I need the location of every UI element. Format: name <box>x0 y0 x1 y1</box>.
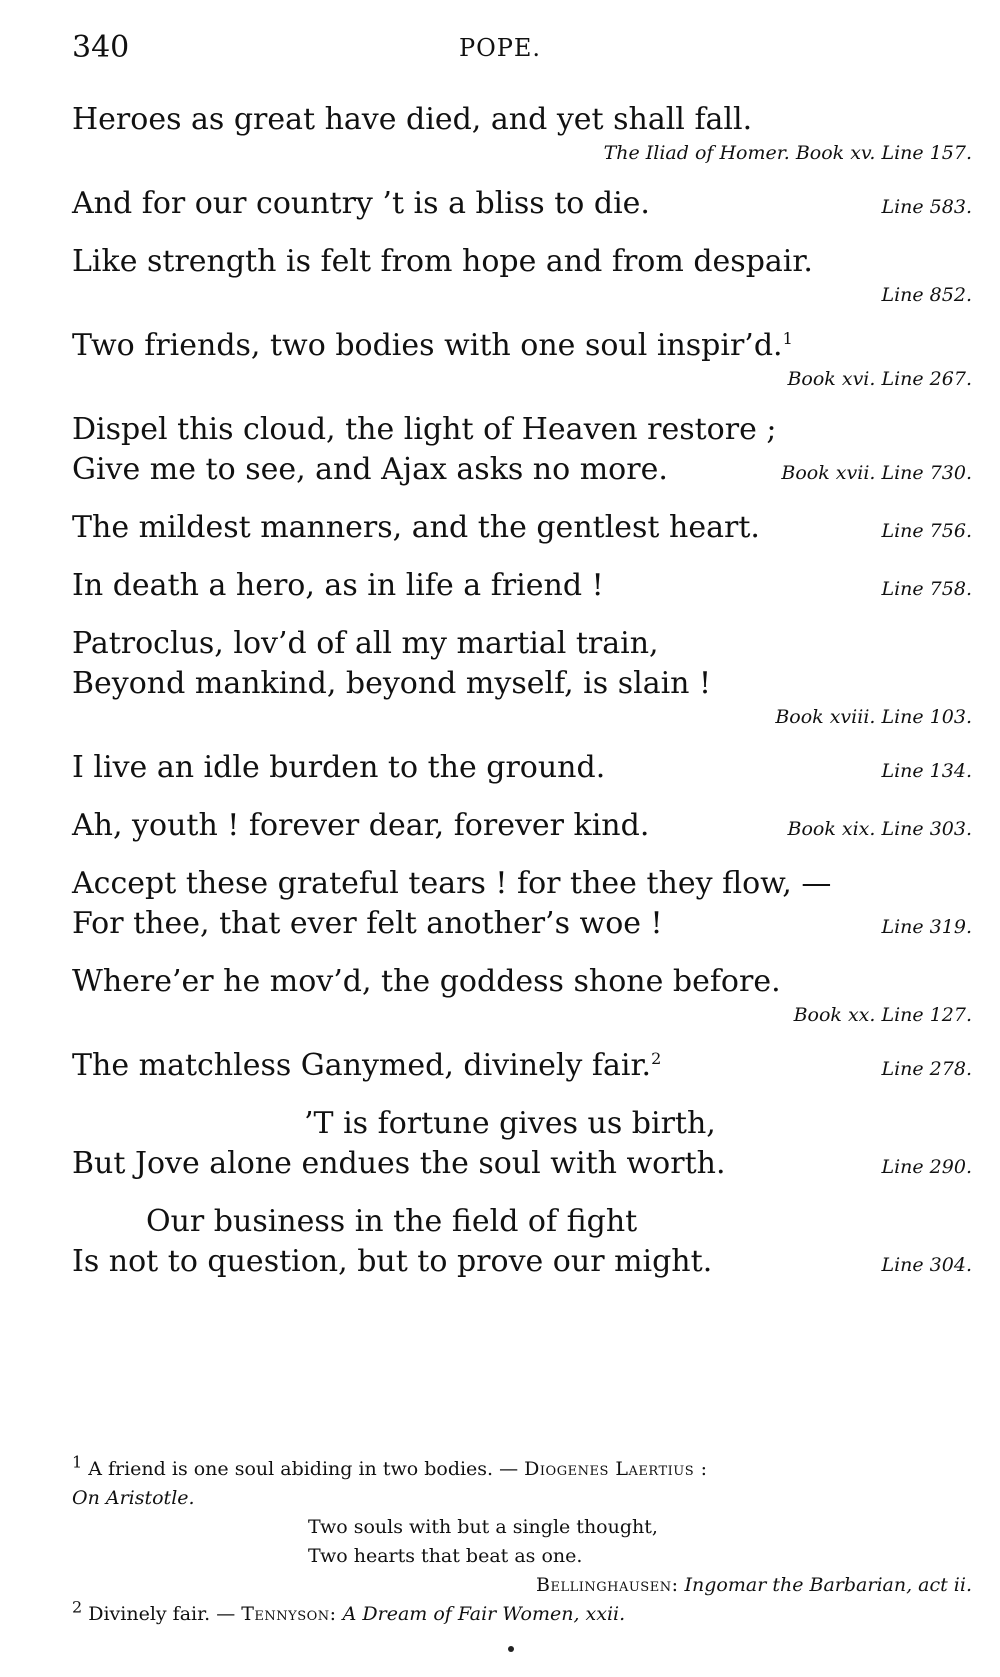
quote-citation: Line 319. <box>881 916 972 938</box>
footnote-2 <box>72 1597 972 1629</box>
footnote-author: Diogenes Laertius : <box>524 1458 708 1480</box>
footnote-verse-line: Two souls with but a single thought, <box>308 1516 658 1538</box>
quotation <box>72 624 972 730</box>
quote-text: Two friends, two bodies with one soul inspir’d. <box>72 328 783 363</box>
quote-line: Is not to question, but to prove our might. <box>72 1244 713 1279</box>
footnote-text: A friend is one soul abiding in two bodies. — <box>88 1458 525 1480</box>
quotation <box>72 748 972 788</box>
footnote-author: Tennyson: <box>241 1603 337 1625</box>
quote-line: I live an idle burden to the ground. <box>72 750 606 785</box>
quote-text: The matchless Ganymed, divinely fair. <box>72 1048 652 1083</box>
quote-line <box>72 1046 661 1086</box>
footnote-text: Divinely fair. — <box>88 1603 242 1625</box>
quotation <box>72 1104 972 1184</box>
quote-citation: Line 304. <box>881 1254 972 1276</box>
quote-line: For thee, that ever felt another’s woe ! <box>72 906 663 941</box>
quote-line: Accept these grateful tears ! for thee they flow, — <box>72 866 832 901</box>
quotation-list <box>72 100 972 1300</box>
quote-citation: Line 852. <box>881 284 972 306</box>
quotation <box>72 410 972 490</box>
quote-line: Dispel this cloud, the light of Heaven restore ; <box>72 412 777 447</box>
quote-line: Heroes as great have died, and yet shall fall. <box>72 102 753 137</box>
quote-citation: Line 134. <box>881 760 972 782</box>
quotation <box>72 100 972 166</box>
quote-citation: Line 756. <box>881 520 972 542</box>
quotation <box>72 242 972 308</box>
quote-line: Give me to see, and Ajax asks no more. <box>72 452 668 487</box>
quote-citation: Book xviii. Line 103. <box>775 706 972 728</box>
quote-line: Ah, youth ! forever dear, forever kind. <box>72 808 650 843</box>
quote-line: ’T is fortune gives us birth, <box>304 1106 716 1141</box>
quote-line: Beyond mankind, beyond myself, is slain ! <box>72 666 712 701</box>
running-head: POPE. <box>458 34 542 62</box>
footnote-1 <box>72 1452 972 1484</box>
quote-line: But Jove alone endues the soul with worth. <box>72 1146 726 1181</box>
quote-line: And for our country ’t is a bliss to die. <box>72 186 650 221</box>
quote-citation: Line 758. <box>881 578 972 600</box>
attribution-work: Ingomar the Barbarian, act ii. <box>684 1574 972 1596</box>
quote-line: Like strength is felt from hope and from despair. <box>72 244 813 279</box>
quote-line: In death a hero, as in life a friend ! <box>72 568 604 603</box>
quotation <box>72 508 972 548</box>
quote-line: Where’er he mov’d, the goddess shone before. <box>72 964 781 999</box>
quote-citation: Book xix. Line 303. <box>787 818 972 840</box>
quote-line: Patroclus, lov’d of all my martial train, <box>72 626 659 661</box>
footnote-attribution <box>72 1571 972 1600</box>
quote-citation: Line 278. <box>881 1058 972 1080</box>
footnote-verse-line: Two hearts that beat as one. <box>308 1545 583 1567</box>
quote-citation: Line 290. <box>881 1156 972 1178</box>
quotation <box>72 962 972 1028</box>
quotation <box>72 326 972 392</box>
quote-citation: The Iliad of Homer. Book xv. Line 157. <box>603 142 972 164</box>
quotation <box>72 184 972 224</box>
quotation <box>72 806 972 846</box>
quotation <box>72 864 972 944</box>
quotation <box>72 1046 972 1086</box>
quote-line: The mildest manners, and the gentlest heart. <box>72 510 760 545</box>
footnotes <box>72 1452 972 1629</box>
page-header <box>72 30 928 70</box>
quote-citation: Line 583. <box>881 196 972 218</box>
quote-citation: Book xx. Line 127. <box>793 1004 972 1026</box>
quote-citation: Book xvi. Line 267. <box>787 368 972 390</box>
quotation <box>72 1202 972 1282</box>
footnote-work: A Dream of Fair Women, xxii. <box>342 1603 626 1625</box>
footnote-ref: 1 <box>782 329 793 348</box>
quote-line: Our business in the field of fight <box>146 1204 638 1239</box>
quote-citation: Book xvii. Line 730. <box>781 462 972 484</box>
attribution-author: Bellinghausen: <box>536 1574 679 1596</box>
page-number: 340 <box>72 30 130 65</box>
footnote-work: On Aristotle. <box>72 1487 195 1509</box>
printer-dot <box>508 1646 514 1652</box>
footnote-marker: 1 <box>72 1452 83 1472</box>
footnote-marker: 2 <box>72 1597 83 1617</box>
footnote-ref: 2 <box>651 1049 662 1068</box>
quote-line <box>72 326 972 366</box>
quotation <box>72 566 972 606</box>
